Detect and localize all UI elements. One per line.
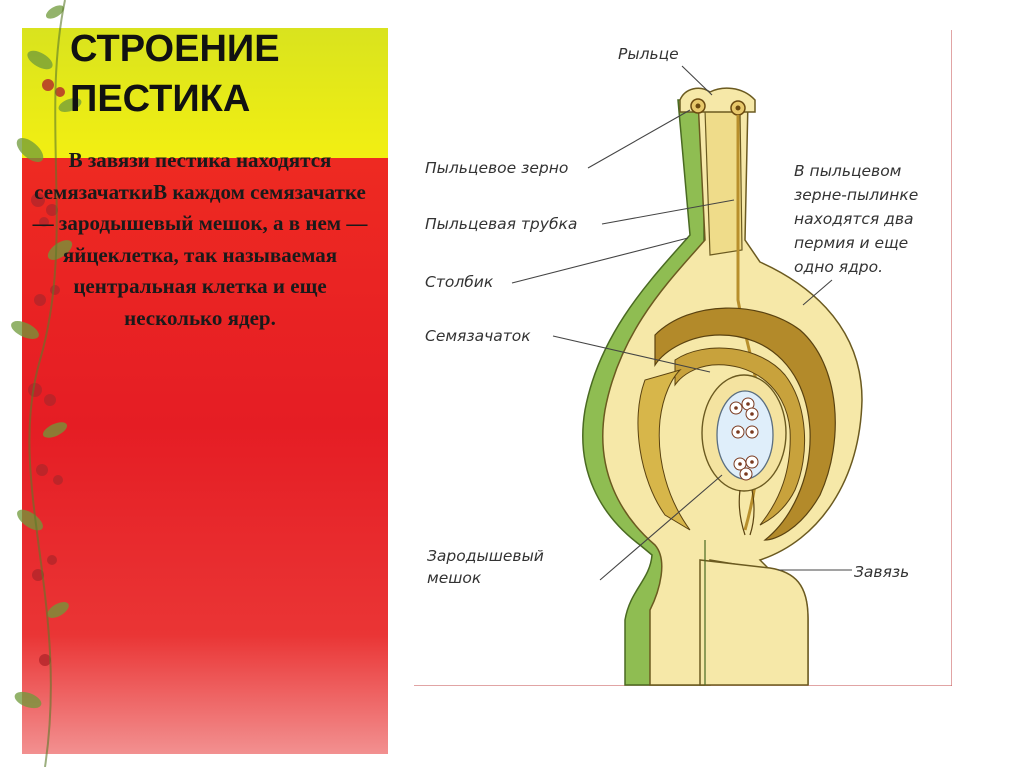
slide-title: СТРОЕНИЕ ПЕСТИКА [70,28,280,120]
label-embryo-sac: Зародышевый мешок [427,547,544,587]
label-pollen-tube: Пыльцевая трубка [425,215,578,233]
style-column [705,110,742,255]
label-stigma: Рыльце [618,45,679,63]
label-pollen-grain: Пыльцевое зерно [425,159,569,177]
slide-body-text: В завязи пестика находятся семязачаткиВ каждом семязачатке — зародышевый мешок, а в нем — яйцеклетка, так называемая центральная клетка и еще несколько ядер. [32,148,368,330]
label-style: Столбик [425,273,494,291]
label-ovule: Семязачаток [425,327,531,345]
label-ovary: Завязь [854,563,910,581]
label-pollen-note: В пыльцевом зерне-пылинке находятся два пермия и еще одно ядро. [794,162,919,276]
